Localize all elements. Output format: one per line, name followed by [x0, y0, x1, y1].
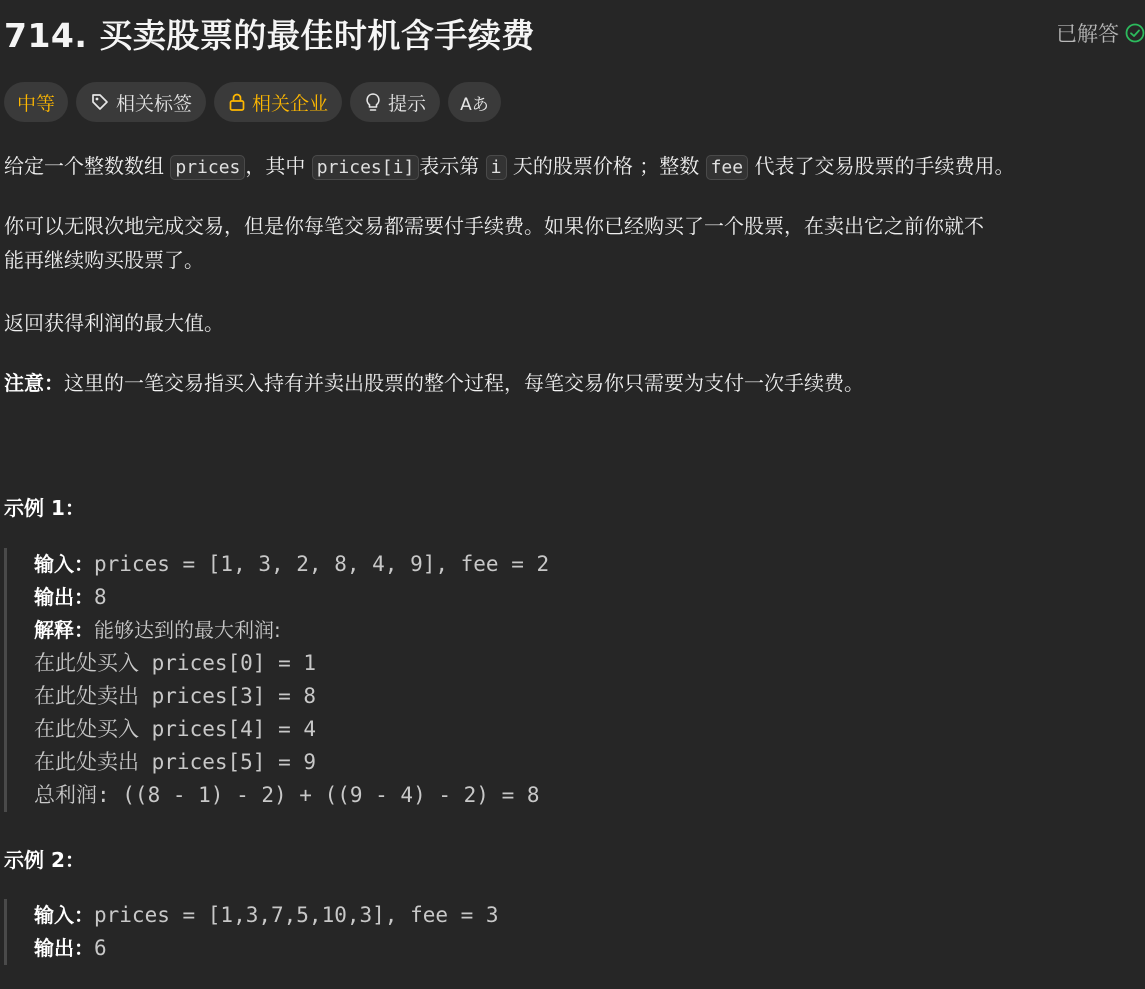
- difficulty-badge: [4, 82, 68, 122]
- text: 返回获得利润的最大值。: [4, 311, 224, 335]
- explain-line: 在此处卖出 prices[5] = 9: [34, 750, 317, 774]
- text: 表示第: [419, 154, 486, 178]
- example-2-block: [4, 899, 499, 965]
- note-paragraph: [4, 366, 864, 400]
- hint-label: 提示: [388, 92, 427, 115]
- example-input-line: [34, 548, 549, 581]
- code-prices: prices: [170, 155, 245, 180]
- example-input-line: [34, 899, 499, 932]
- related-companies-label: 相关企业: [252, 92, 329, 115]
- related-tags-button[interactable]: [76, 82, 206, 122]
- problem-title[interactable]: 714. 买卖股票的最佳时机含手续费: [4, 16, 535, 55]
- explain-label: 解释：: [34, 618, 94, 642]
- text: 天的股票价格 ；整数: [506, 154, 706, 178]
- explain-line: 在此处卖出 prices[3] = 8: [34, 684, 317, 708]
- output-label: 输出：: [34, 936, 94, 960]
- translate-button[interactable]: [448, 82, 501, 122]
- lock-icon: [228, 92, 246, 112]
- example-1-block: [4, 548, 549, 812]
- title-row: [4, 6, 1145, 56]
- example-explain-line: [34, 614, 549, 647]
- code-fee: fee: [706, 155, 749, 180]
- code-prices-i: prices[i]: [312, 155, 420, 180]
- note-text: 这里的一笔交易指买入持有并卖出股票的整个过程，每笔交易你只需要为支付一次手续费。: [64, 371, 864, 395]
- explain-text: 能够达到的最大利润:: [94, 618, 281, 642]
- output-value: 8: [94, 585, 107, 609]
- input-value: prices = [1,3,7,5,10,3], fee = 3: [94, 903, 499, 927]
- example-output-line: [34, 932, 499, 965]
- output-label: 输出：: [34, 585, 94, 609]
- text-line: 你可以无限次地完成交易，但是你每笔交易都需要付手续费。如果你已经购买了一个股票，在卖出它之前你就不: [4, 214, 984, 238]
- explain-line: 总利润: ((8 - 1) - 2) + ((9 - 4) - 2) = 8: [34, 783, 540, 807]
- text: 给定一个整数数组: [4, 154, 171, 178]
- description-paragraph-2: [4, 209, 984, 277]
- related-tags-label: 相关标签: [116, 92, 193, 115]
- translate-icon: Aあ: [460, 94, 489, 115]
- input-label: 输入：: [34, 552, 94, 576]
- example-1-title: 示例 1：: [4, 496, 85, 520]
- note-label: 注意：: [4, 371, 64, 395]
- tag-bar: [4, 82, 501, 122]
- input-value: prices = [1, 3, 2, 8, 4, 9], fee = 2: [94, 552, 550, 576]
- hint-button[interactable]: [350, 82, 440, 122]
- explain-line: 在此处买入 prices[4] = 4: [34, 717, 317, 741]
- check-circle-icon: [1125, 23, 1145, 43]
- lightbulb-icon: [364, 92, 382, 112]
- related-companies-button[interactable]: [214, 82, 342, 122]
- explain-line: 在此处买入 prices[0] = 1: [34, 651, 317, 675]
- difficulty-label: 中等: [17, 92, 56, 115]
- text-line: 能再继续购买股票了。: [4, 248, 204, 272]
- example-2-title: 示例 2：: [4, 848, 85, 872]
- description-paragraph-1: [4, 149, 1014, 185]
- description-paragraph-3: [4, 306, 224, 340]
- problem-description: [4, 0, 1145, 989]
- input-label: 输入：: [34, 903, 94, 927]
- code-i: i: [486, 155, 507, 180]
- text: 代表了交易股票的手续费用。: [748, 154, 1015, 178]
- example-output-line: [34, 581, 549, 614]
- solved-status: [1056, 18, 1145, 48]
- output-value: 6: [94, 936, 107, 960]
- tag-icon: [90, 92, 110, 112]
- text: ，其中: [245, 154, 312, 178]
- solved-label: 已解答: [1056, 22, 1119, 46]
